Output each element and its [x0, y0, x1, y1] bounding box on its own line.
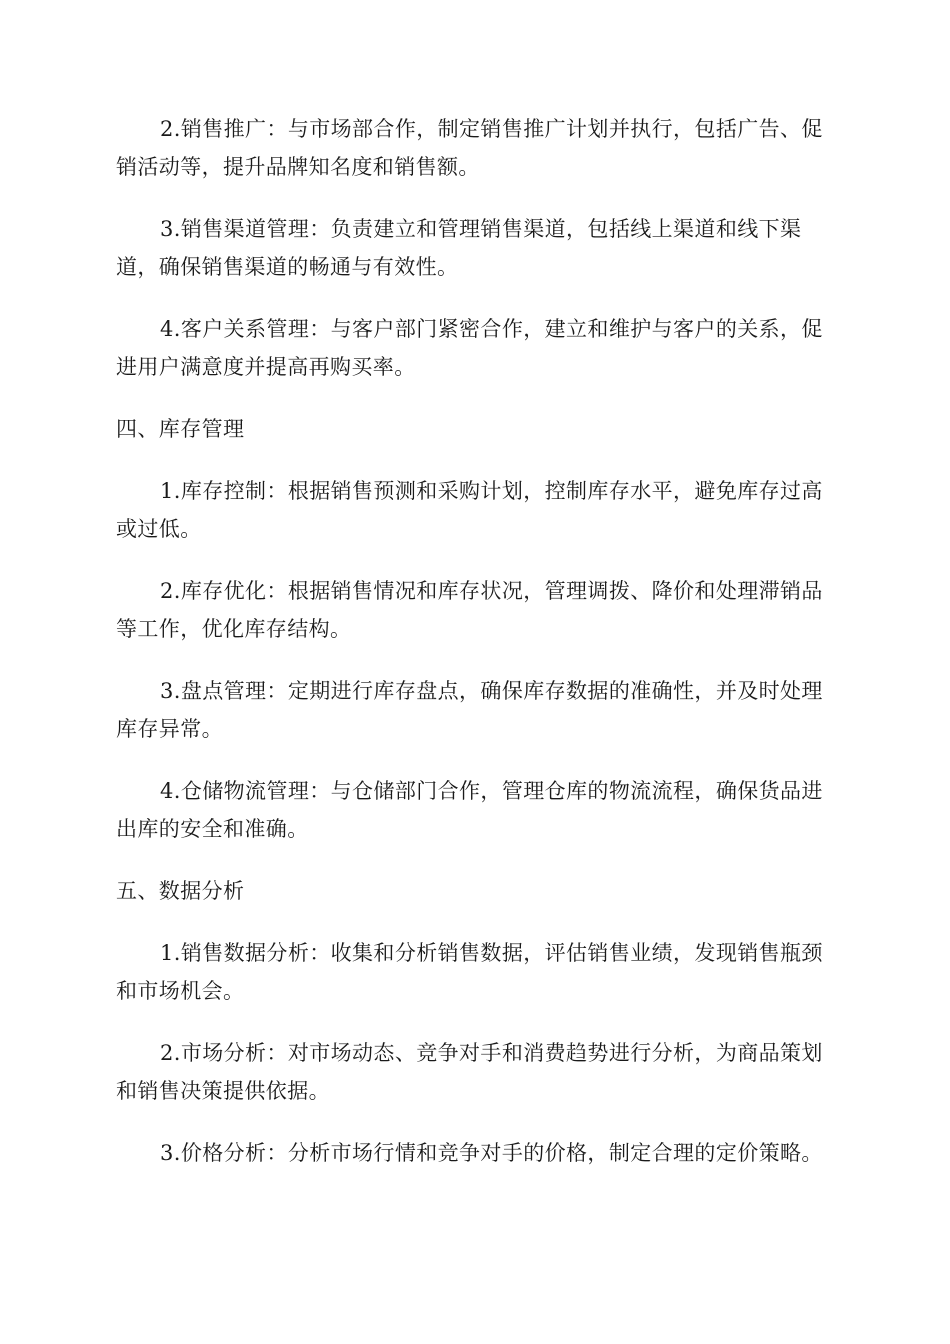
paragraph-customer-relationship-management: 4.客户关系管理：与客户部门紧密合作，建立和维护与客户的关系，促进用户满意度并提高再购买率。	[116, 317, 823, 379]
paragraph-stocktaking-management: 3.盘点管理：定期进行库存盘点，确保库存数据的准确性，并及时处理库存异常。	[116, 679, 823, 741]
paragraph-inventory-control: 1.库存控制：根据销售预测和采购计划，控制库存水平，避免库存过高或过低。	[116, 479, 823, 541]
paragraph-sales-channel-management: 3.销售渠道管理：负责建立和管理销售渠道，包括线上渠道和线下渠道，确保销售渠道的畅通与有效性。	[116, 217, 802, 279]
paragraph-sales-promotion: 2.销售推广：与市场部合作，制定销售推广计划并执行，包括广告、促销活动等，提升品牌知名度和销售额。	[116, 117, 823, 179]
section-heading-inventory-management: 四、库存管理	[116, 417, 245, 441]
paragraph-sales-data-analysis: 1.销售数据分析：收集和分析销售数据，评估销售业绩，发现销售瓶颈和市场机会。	[116, 941, 823, 1003]
paragraph-inventory-optimization: 2.库存优化：根据销售情况和库存状况，管理调拨、降价和处理滞销品等工作，优化库存结构。	[116, 579, 823, 641]
paragraph-warehouse-logistics-management: 4.仓储物流管理：与仓储部门合作，管理仓库的物流流程，确保货品进出库的安全和准确。	[116, 779, 823, 841]
paragraph-price-analysis: 3.价格分析：分析市场行情和竞争对手的价格，制定合理的定价策略。	[160, 1141, 823, 1165]
document-body	[116, 110, 840, 1196]
paragraph-market-analysis: 2.市场分析：对市场动态、竞争对手和消费趋势进行分析，为商品策划和销售决策提供依据。	[116, 1041, 823, 1103]
section-heading-data-analysis: 五、数据分析	[116, 879, 245, 903]
